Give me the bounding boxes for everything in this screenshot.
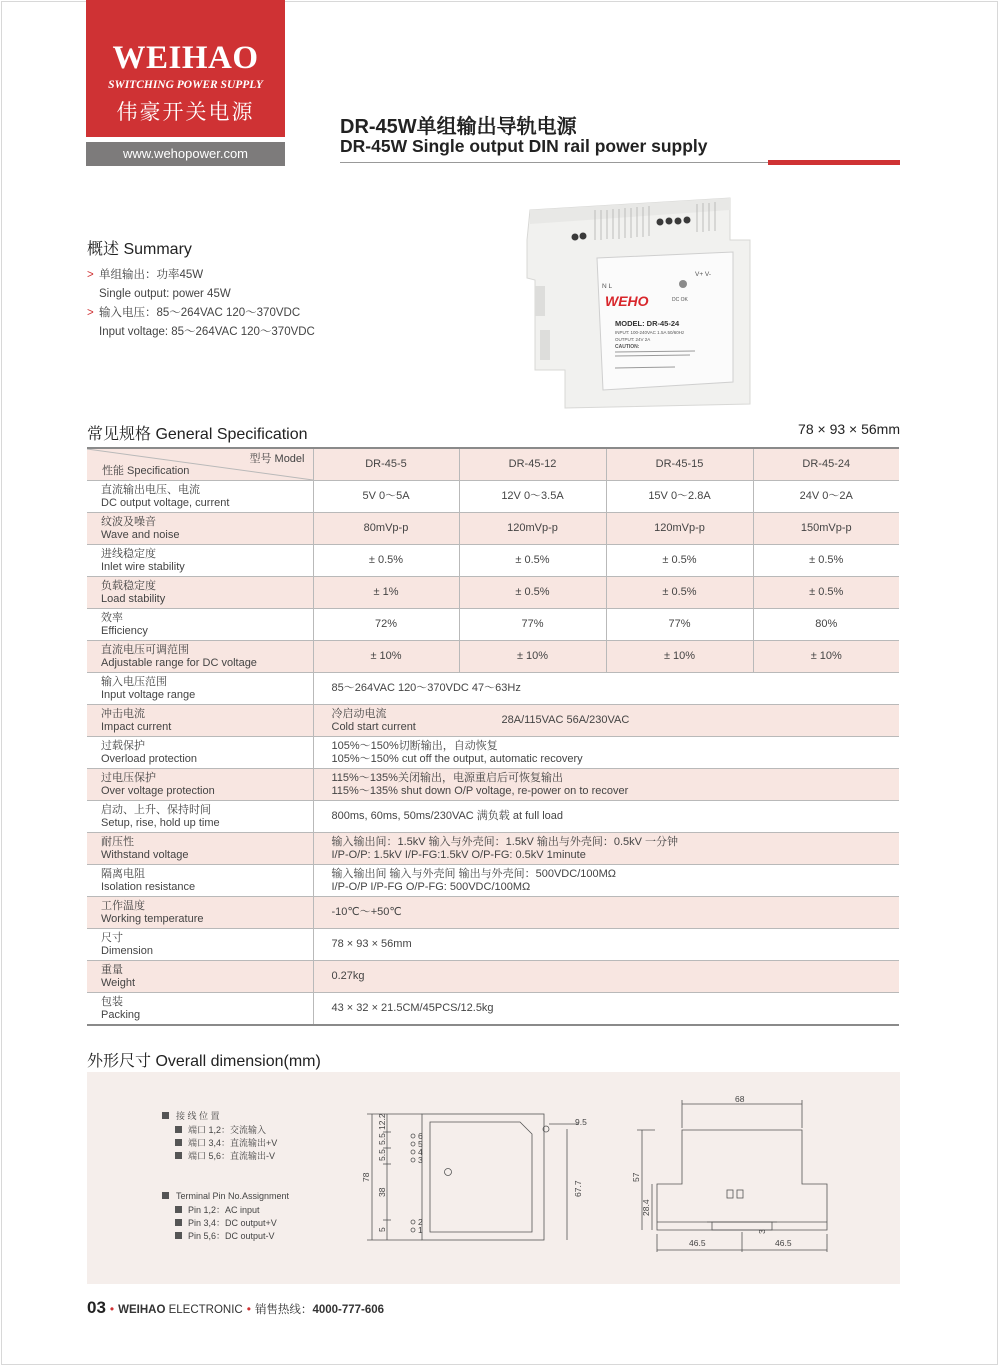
spec-value: 120mVp-p xyxy=(459,513,606,545)
spec-label: 过载保护 Overload protection xyxy=(87,737,313,769)
table-row xyxy=(87,929,899,961)
pin-legend xyxy=(162,1110,290,1241)
table-row xyxy=(87,577,899,609)
spec-value: ± 10% xyxy=(753,641,899,673)
spec-value: ± 0.5% xyxy=(606,577,753,609)
dimension-drawing xyxy=(87,1072,900,1284)
spec-value-span: 输入输出间 输入与外壳间 输出与外壳间：500VDC/100MΩ I/P-O/P I/P-FG O/P-FG: 500VDC/100MΩ xyxy=(313,865,899,897)
front-view-labels xyxy=(361,1113,587,1235)
model-header: DR-45-5 xyxy=(313,448,459,481)
svg-text:N L: N L xyxy=(602,283,613,290)
table-row xyxy=(87,897,899,929)
brand-url[interactable]: www.wehopower.com xyxy=(86,142,285,166)
spec-value-span: -10℃～+50℃ xyxy=(313,897,899,929)
svg-text:46.5: 46.5 xyxy=(775,1238,792,1248)
spec-value: ± 0.5% xyxy=(313,545,459,577)
table-row xyxy=(87,545,899,577)
svg-text:Pin 1,2：AC input: Pin 1,2：AC input xyxy=(188,1205,260,1215)
svg-text:WEHO: WEHO xyxy=(605,293,649,309)
spec-label: 纹波及噪音 Wave and noise xyxy=(87,513,313,545)
svg-text:67.7: 67.7 xyxy=(573,1180,583,1197)
page-footer xyxy=(87,1298,384,1318)
brand-name: WEIHAO xyxy=(112,40,259,76)
table-header-row xyxy=(87,448,899,481)
spec-label: 包装 Packing xyxy=(87,993,313,1026)
footer-company-rest: ELECTRONIC xyxy=(165,1304,243,1316)
spec-value-span: 输入输出间：1.5kV 输入与外壳间：1.5kV 输出与外壳间：0.5kV 一分钟 I/P-O/P: 1.5kV I/P-FG:1.5kV O/P-FG: 0.5kV 1minute xyxy=(313,833,899,865)
table-row xyxy=(87,705,899,737)
svg-text:3: 3 xyxy=(757,1229,767,1234)
spec-value: 80% xyxy=(753,609,899,641)
spec-value: 15V 0～2.8A xyxy=(606,481,753,513)
svg-text:6: 6 xyxy=(418,1131,423,1141)
brand-name-cn: 伟豪开关电源 xyxy=(116,101,255,124)
svg-text:CAUTION:: CAUTION: xyxy=(615,344,640,350)
table-row xyxy=(87,801,899,833)
dimension-title: 外形尺寸 Overall dimension(mm) xyxy=(87,1053,321,1070)
table-row xyxy=(87,737,899,769)
svg-text:1: 1 xyxy=(418,1225,423,1235)
title-accent-bar xyxy=(768,160,900,165)
svg-text:端口 5,6：直流输出-V: 端口 5,6：直流输出-V xyxy=(188,1151,276,1161)
svg-text:接 线 位 置: 接 线 位 置 xyxy=(176,1111,220,1121)
svg-text:INPUT: 100-240VAC 1.5A 50/60: INPUT: 100-240VAC 1.5A 50/60Hz xyxy=(615,330,685,335)
table-row xyxy=(87,513,899,545)
table-row xyxy=(87,993,899,1026)
svg-text:3: 3 xyxy=(418,1155,423,1165)
spec-value: 150mVp-p xyxy=(753,513,899,545)
spec-value-span: 115%～135%关闭输出，电源重启后可恢复输出 115%～135% shut down O/P voltage, re-power on to recover xyxy=(313,769,899,801)
svg-text:DC OK: DC OK xyxy=(672,297,688,303)
spec-value-span: 43 × 32 × 21.5CM/45PCS/12.5kg xyxy=(313,993,899,1026)
svg-text:2: 2 xyxy=(418,1217,423,1227)
spec-value: ± 0.5% xyxy=(753,545,899,577)
spec-value: 80mVp-p xyxy=(313,513,459,545)
table-row xyxy=(87,769,899,801)
bullet-icon: • xyxy=(246,1302,251,1316)
spec-value: ± 0.5% xyxy=(753,577,899,609)
footer-hotline[interactable]: 4000-777-606 xyxy=(312,1304,385,1316)
spec-value: ± 0.5% xyxy=(459,545,606,577)
spec-value: 72% xyxy=(313,609,459,641)
svg-text:端口 1,2：交流输入: 端口 1,2：交流输入 xyxy=(188,1125,267,1135)
spec-label: 直流输出电压、电流 DC output voltage, current xyxy=(87,481,313,513)
spec-label: 输入电压范围 Input voltage range xyxy=(87,673,313,705)
svg-text:5.5: 5.5 xyxy=(377,1133,387,1145)
spec-value: 77% xyxy=(459,609,606,641)
spec-table xyxy=(87,447,899,1026)
spec-label: 尺寸 Dimension xyxy=(87,929,313,961)
spec-label: 工作温度 Working temperature xyxy=(87,897,313,929)
spec-value: ± 10% xyxy=(313,641,459,673)
table-row xyxy=(87,961,899,993)
summary-line: Single output: power 45W xyxy=(99,288,231,300)
spec-value-span: 0.27kg xyxy=(313,961,899,993)
side-view-labels xyxy=(631,1094,792,1248)
spec-value: 5V 0～5A xyxy=(313,481,459,513)
table-row xyxy=(87,641,899,673)
spec-value: 120mVp-p xyxy=(606,513,753,545)
page-number: 03 xyxy=(87,1298,106,1317)
svg-text:78: 78 xyxy=(361,1172,371,1182)
model-header: DR-45-15 xyxy=(606,448,753,481)
summary-line: > 单组输出：功率45W xyxy=(87,266,315,285)
brand-tagline: SWITCHING POWER SUPPLY xyxy=(108,79,263,91)
arrow-icon: > xyxy=(87,307,94,319)
brand-logo xyxy=(86,0,285,137)
svg-text:28.4: 28.4 xyxy=(641,1199,651,1216)
svg-text:Pin 5,6：DC output-V: Pin 5,6：DC output-V xyxy=(188,1231,275,1241)
page-title-cn: DR-45W单组输出导轨电源 xyxy=(340,116,577,138)
spec-value-span: 冷启动电流 Cold start current 28A/115VAC 56A/230VAC xyxy=(313,705,899,737)
spec-value: 24V 0～2A xyxy=(753,481,899,513)
svg-text:38: 38 xyxy=(377,1187,387,1197)
table-row xyxy=(87,609,899,641)
svg-text:5: 5 xyxy=(377,1227,387,1232)
front-view xyxy=(367,1114,579,1240)
spec-label: 冲击电流 Impact current xyxy=(87,705,313,737)
spec-title: 常见规格 General Specification xyxy=(87,426,308,443)
svg-text:12.2: 12.2 xyxy=(377,1113,387,1130)
svg-text:MODEL: DR-45-24: MODEL: DR-45-24 xyxy=(615,319,680,328)
side-view xyxy=(637,1100,827,1252)
summary-line: > 输入电压：85～264VAC 120～370VDC xyxy=(87,304,315,323)
product-photo xyxy=(525,190,773,416)
spec-value-span: 105%～150%切断输出，自动恢复 105%～150% cut off the output, automatic recovery xyxy=(313,737,899,769)
spec-label: 效率 Efficiency xyxy=(87,609,313,641)
spec-value: ± 10% xyxy=(606,641,753,673)
svg-text:9.5: 9.5 xyxy=(575,1117,587,1127)
summary-line: Input voltage: 85～264VAC 120～370VDC xyxy=(99,326,315,338)
spec-value-span: 78 × 93 × 56mm xyxy=(313,929,899,961)
spec-label: 进线稳定度 Inlet wire stability xyxy=(87,545,313,577)
table-row xyxy=(87,673,899,705)
header-spec-label: 性能 Specification xyxy=(102,464,190,477)
spec-value: ± 0.5% xyxy=(606,545,753,577)
spec-label: 隔离电阻 Isolation resistance xyxy=(87,865,313,897)
svg-text:V+ V-: V+ V- xyxy=(695,271,712,278)
svg-text:68: 68 xyxy=(735,1094,745,1104)
spec-value: 77% xyxy=(606,609,753,641)
spec-label: 重量 Weight xyxy=(87,961,313,993)
summary-title: 概述 Summary xyxy=(87,241,192,258)
spec-dimensions: 78 × 93 × 56mm xyxy=(798,421,900,437)
bullet-icon: • xyxy=(109,1302,115,1316)
svg-text:4: 4 xyxy=(418,1147,423,1157)
model-header: DR-45-12 xyxy=(459,448,606,481)
summary-list xyxy=(87,266,315,342)
header-corner-cell xyxy=(87,448,313,481)
svg-text:端口 3,4：直流输出+V: 端口 3,4：直流输出+V xyxy=(188,1138,278,1148)
spec-label: 直流电压可调范围 Adjustable range for DC voltage xyxy=(87,641,313,673)
model-header: DR-45-24 xyxy=(753,448,899,481)
spec-value-span: 800ms, 60ms, 50ms/230VAC 满负载 at full load xyxy=(313,801,899,833)
footer-company: WEIHAO xyxy=(118,1304,166,1316)
impact-current-values: 28A/115VAC 56A/230VAC xyxy=(501,714,630,726)
spec-label: 启动、上升、保持时间 Setup, rise, hold up time xyxy=(87,801,313,833)
table-row xyxy=(87,833,899,865)
spec-value: ± 0.5% xyxy=(459,577,606,609)
page-title-en: DR-45W Single output DIN rail power supply xyxy=(340,136,708,156)
svg-text:5.5: 5.5 xyxy=(377,1149,387,1161)
table-row xyxy=(87,865,899,897)
spec-value-span: 85～264VAC 120～370VDC 47～63Hz xyxy=(313,673,899,705)
footer-hotline-label: 销售热线： xyxy=(254,1304,313,1316)
table-row xyxy=(87,481,899,513)
spec-value: 12V 0～3.5A xyxy=(459,481,606,513)
svg-text:OUTPUT: 24V 2A: OUTPUT: 24V 2A xyxy=(615,337,651,342)
header-model-label: 型号 Model xyxy=(249,453,305,465)
spec-label: 耐压性 Withstand voltage xyxy=(87,833,313,865)
spec-value: ± 10% xyxy=(459,641,606,673)
spec-label: 过电压保护 Over voltage protection xyxy=(87,769,313,801)
svg-text:46.5: 46.5 xyxy=(689,1238,706,1248)
spec-value: ± 1% xyxy=(313,577,459,609)
svg-text:5: 5 xyxy=(418,1139,423,1149)
svg-text:Terminal Pin No.Assignment: Terminal Pin No.Assignment xyxy=(176,1191,290,1201)
arrow-icon: > xyxy=(87,269,94,281)
spec-label: 负载稳定度 Load stability xyxy=(87,577,313,609)
svg-text:57: 57 xyxy=(631,1172,641,1182)
svg-text:Pin 3,4：DC output+V: Pin 3,4：DC output+V xyxy=(188,1218,277,1228)
